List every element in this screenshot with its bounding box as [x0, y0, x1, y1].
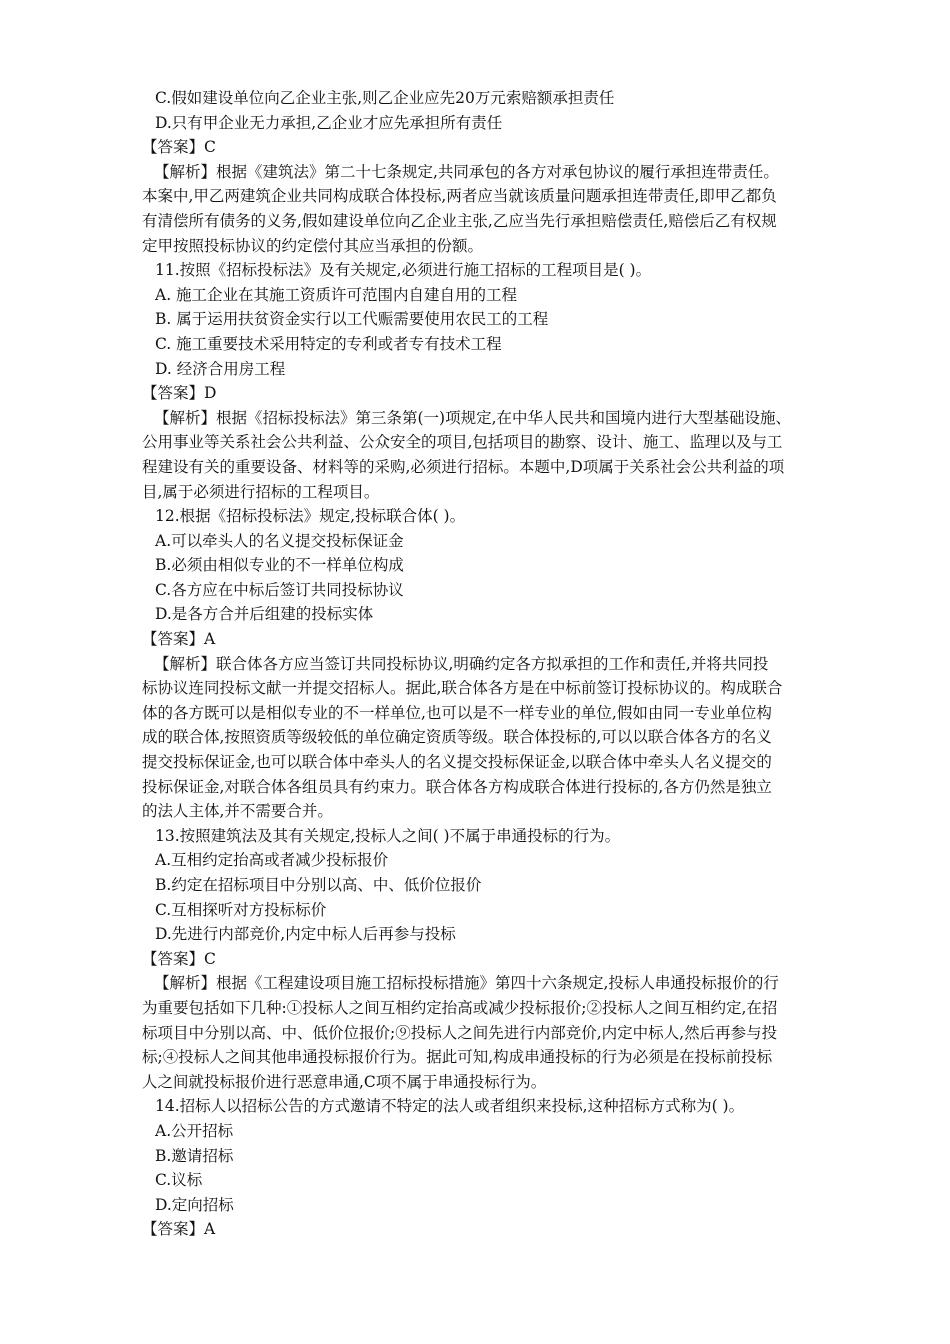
- text-line: 目,属于必须进行招标的工程项目。: [142, 482, 380, 501]
- option-line: D.先进行内部竞价,内定中标人后再参与投标: [155, 925, 456, 944]
- text-line: 有清偿所有债务的义务,假如建设单位向乙企业主张,乙应当先行承担赔偿责任,赔偿后乙有权规: [142, 211, 777, 230]
- text-line: 标协议连同投标文献一并提交招标人。据此,联合体各方是在中标前签订投标协议的。构成联合: [142, 679, 783, 698]
- explanation-paragraph: [130, 160, 835, 258]
- question-line: 12.根据《招标投标法》规定,投标联合体( )。: [155, 507, 466, 526]
- question-line: 13.按照建筑法及其有关规定,投标人之间( )不属于串通投标的行为。: [155, 826, 621, 845]
- text-line: 【解析】联合体各方应当签订共同投标协议,明确约定各方拟承担的工作和责任,并将共同投: [154, 654, 769, 673]
- option-line: A.公开招标: [155, 1121, 234, 1140]
- text-line: 提交投标保证金,也可以联合体中牵头人的名义提交投标保证金,以联合体中牵头人名义提交的: [142, 753, 772, 772]
- text-line: 标;④投标人之间其他串通投标报价行为。据此可知,构成串通投标的行为必须是在投标前投标: [142, 1048, 773, 1067]
- option-line: D.定向招标: [155, 1195, 234, 1214]
- explanation-paragraph: [130, 406, 835, 504]
- text-line: 本案中,甲乙两建筑企业共同构成联合体投标,两者应当就该质量问题承担连带责任,即甲乙都负: [142, 187, 777, 206]
- text-line: 体的各方既可以是相似专业的不一样单位,也可以是不一样专业的单位,假如由同一专业单位构: [142, 703, 772, 722]
- text-line: 【解析】根据《建筑法》第二十七条规定,共同承包的各方对承包协议的履行承担连带责任。: [154, 162, 779, 181]
- answer-line: 【答案】A: [142, 1220, 216, 1239]
- question-line: 14.招标人以招标公告的方式邀请不特定的法人或者组织来投标,这种招标方式称为( )。: [155, 1097, 745, 1116]
- option-line: D.只有甲企业无力承担,乙企业才应先承担所有责任: [155, 113, 503, 132]
- text-line: 【解析】根据《工程建设项目施工招标投标措施》第四十六条规定,投标人串通投标报价的行: [154, 974, 779, 993]
- document-page: [130, 86, 835, 1242]
- option-line: B. 属于运用扶贫资金实行以工代赈需要使用农民工的工程: [155, 310, 549, 329]
- text-line: 程建设有关的重要设备、材料等的采购,必须进行招标。本题中,D项属于关系社会公共利益的项: [142, 457, 785, 476]
- option-line: C.各方应在中标后签订共同投标协议: [155, 580, 404, 599]
- answer-line: 【答案】C: [142, 949, 216, 968]
- text-line: 的法人主体,并不需要合并。: [142, 802, 333, 821]
- option-line: C.互相探听对方投标标价: [155, 900, 327, 919]
- text-line: 标项目中分别以高、中、低价位报价;⑨投标人之间先进行内部竞价,内定中标人,然后再参与投: [142, 1023, 778, 1042]
- option-line: D. 经济合用房工程: [155, 359, 286, 378]
- option-line: C.假如建设单位向乙企业主张,则乙企业应先20万元索赔额承担责任: [155, 89, 615, 107]
- text-line: 定甲按照投标协议的约定偿付其应当承担的份额。: [142, 236, 484, 255]
- answer-line: 【答案】D: [142, 384, 217, 403]
- text-line: 【解析】根据《招标投标法》第三条第(一)项规定,在中华人民共和国境内进行大型基础设施、: [154, 408, 792, 427]
- explanation-paragraph: [130, 971, 835, 1094]
- option-line: B.约定在招标项目中分别以高、中、低价位报价: [155, 876, 482, 894]
- option-line: B.邀请招标: [155, 1146, 234, 1165]
- text-line: 为重要包括如下几种:①投标人之间互相约定抬高或减少投标报价;②投标人之间互相约定,在招: [142, 998, 778, 1017]
- text-line: 成的联合体,按照资质等级较低的单位确定资质等级。联合体投标的,可以以联合体各方的名义: [142, 728, 772, 747]
- text-line: 公用事业等关系社会公共利益、公众安全的项目,包括项目的勘察、设计、施工、监理以及与工: [142, 433, 783, 452]
- text-line: 人之间就投标报价进行恶意串通,C项不属于串通投标行为。: [142, 1072, 547, 1091]
- option-line: C. 施工重要技术采用特定的专利或者专有技术工程: [155, 334, 502, 353]
- answer-line: 【答案】A: [142, 630, 216, 649]
- question-line: 11.按照《招标投标法》及有关规定,必须进行施工招标的工程项目是( )。: [155, 261, 652, 280]
- text-line: 投标保证金,对联合体各组员具有约束力。联合体各方构成联合体进行投标的,各方仍然是独立: [142, 777, 772, 796]
- option-line: A.互相约定抬高或者减少投标报价: [155, 851, 389, 870]
- answer-line: 【答案】C: [142, 138, 216, 157]
- option-line: B.必须由相似专业的不一样单位构成: [155, 556, 404, 575]
- explanation-paragraph: [130, 652, 835, 824]
- option-line: D.是各方合并后组建的投标实体: [155, 605, 374, 624]
- option-line: A.可以牵头人的名义提交投标保证金: [155, 531, 404, 550]
- option-line: C.议标: [155, 1171, 203, 1190]
- option-line: A. 施工企业在其施工资质许可范围内自建自用的工程: [155, 285, 518, 304]
